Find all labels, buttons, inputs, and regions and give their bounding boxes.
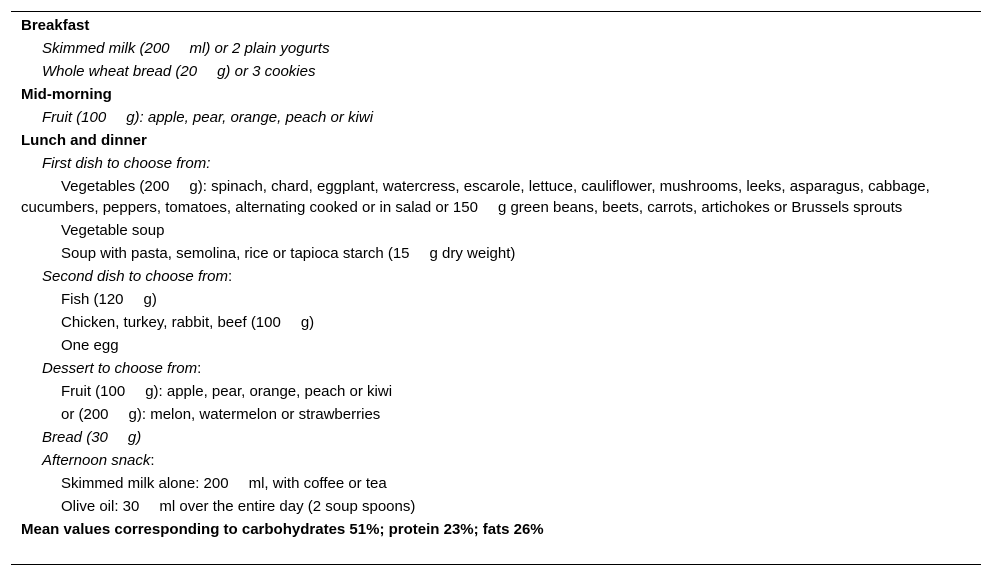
first-dish-soup-pasta <box>21 242 941 265</box>
diet-table <box>11 11 981 565</box>
snack-milk-a: Skimmed milk alone: 200 <box>61 475 229 492</box>
mid-morning-item-fruit <box>21 106 941 129</box>
afternoon-snack-milk <box>21 472 941 495</box>
dessert-fruit-a: Fruit (100 <box>61 383 126 400</box>
second-dish-label-row <box>21 265 941 288</box>
dessert-label-row <box>21 357 941 380</box>
meat-a: Chicken, turkey, rabbit, beef (100 <box>61 314 281 331</box>
diet-table-content <box>21 14 941 541</box>
second-dish-label: Second dish to choose from <box>42 268 228 285</box>
dessert-alt-a: or (200 <box>61 406 109 423</box>
second-dish-meat <box>21 311 941 334</box>
vegetables-b: g): spinach, chard, eggplant, watercress, escarole, lettuce, cauliflower, mushrooms, leeks, asparagus, cabbage, cucumbers, peppers, tomatoes, alternating cooked or in salad or 150 <box>21 178 930 216</box>
second-dish-fish <box>21 288 941 311</box>
afternoon-snack-label-row <box>21 449 941 472</box>
breakfast-bread-a: Whole wheat bread (20 <box>42 63 198 80</box>
breakfast-bread-b: g) or 3 cookies <box>217 63 316 80</box>
vegetables-c: g green beans, beets, carrots, artichokes or Brussels sprouts <box>497 199 903 216</box>
dessert-alt <box>21 403 941 426</box>
bread-row <box>21 426 941 449</box>
first-dish-vegetables <box>21 175 941 219</box>
afternoon-snack-label: Afternoon snack <box>42 452 151 469</box>
fish-a: Fish (120 <box>61 291 124 308</box>
second-dish-colon: : <box>227 268 233 285</box>
mid-morning-fruit-a: Fruit (100 <box>42 109 107 126</box>
breakfast-milk-a: Skimmed milk (200 <box>42 40 170 57</box>
first-dish-label: First dish to choose from: <box>42 155 211 172</box>
afternoon-snack-oil <box>21 495 941 518</box>
snack-oil-b: ml over the entire day (2 soup spoons) <box>159 498 416 515</box>
meat-b: g) <box>300 314 315 331</box>
mid-morning-heading: Mid-morning <box>21 86 112 103</box>
bread-a: Bread (30 <box>42 429 108 446</box>
snack-milk-b: ml, with coffee or tea <box>248 475 387 492</box>
dessert-fruit <box>21 380 941 403</box>
breakfast-item-bread <box>21 60 941 83</box>
soup-pasta-b: g dry weight) <box>429 245 516 262</box>
dessert-colon: : <box>197 360 202 377</box>
dessert-label: Dessert to choose from <box>42 360 198 377</box>
first-dish-vegetable-soup: Vegetable soup <box>61 222 165 239</box>
dessert-fruit-b: g): apple, pear, orange, peach or kiwi <box>145 383 393 400</box>
snack-oil-a: Olive oil: 30 <box>61 498 140 515</box>
breakfast-item-milk <box>21 37 941 60</box>
dessert-alt-b: g): melon, watermelon or strawberries <box>128 406 381 423</box>
mid-morning-fruit-b: g): apple, pear, orange, peach or kiwi <box>126 109 374 126</box>
summary-row: Mean values corresponding to carbohydrates 51%; protein 23%; fats 26% <box>21 521 544 538</box>
bread-b: g) <box>127 429 142 446</box>
vegetables-a: Vegetables (200 <box>61 178 170 195</box>
breakfast-heading: Breakfast <box>21 17 90 34</box>
afternoon-snack-colon: : <box>150 452 155 469</box>
soup-pasta-a: Soup with pasta, semolina, rice or tapioca starch (15 <box>61 245 410 262</box>
lunch-dinner-heading: Lunch and dinner <box>21 132 147 149</box>
second-dish-egg: One egg <box>61 337 119 354</box>
breakfast-milk-b: ml) or 2 plain yogurts <box>189 40 330 57</box>
fish-b: g) <box>143 291 157 308</box>
